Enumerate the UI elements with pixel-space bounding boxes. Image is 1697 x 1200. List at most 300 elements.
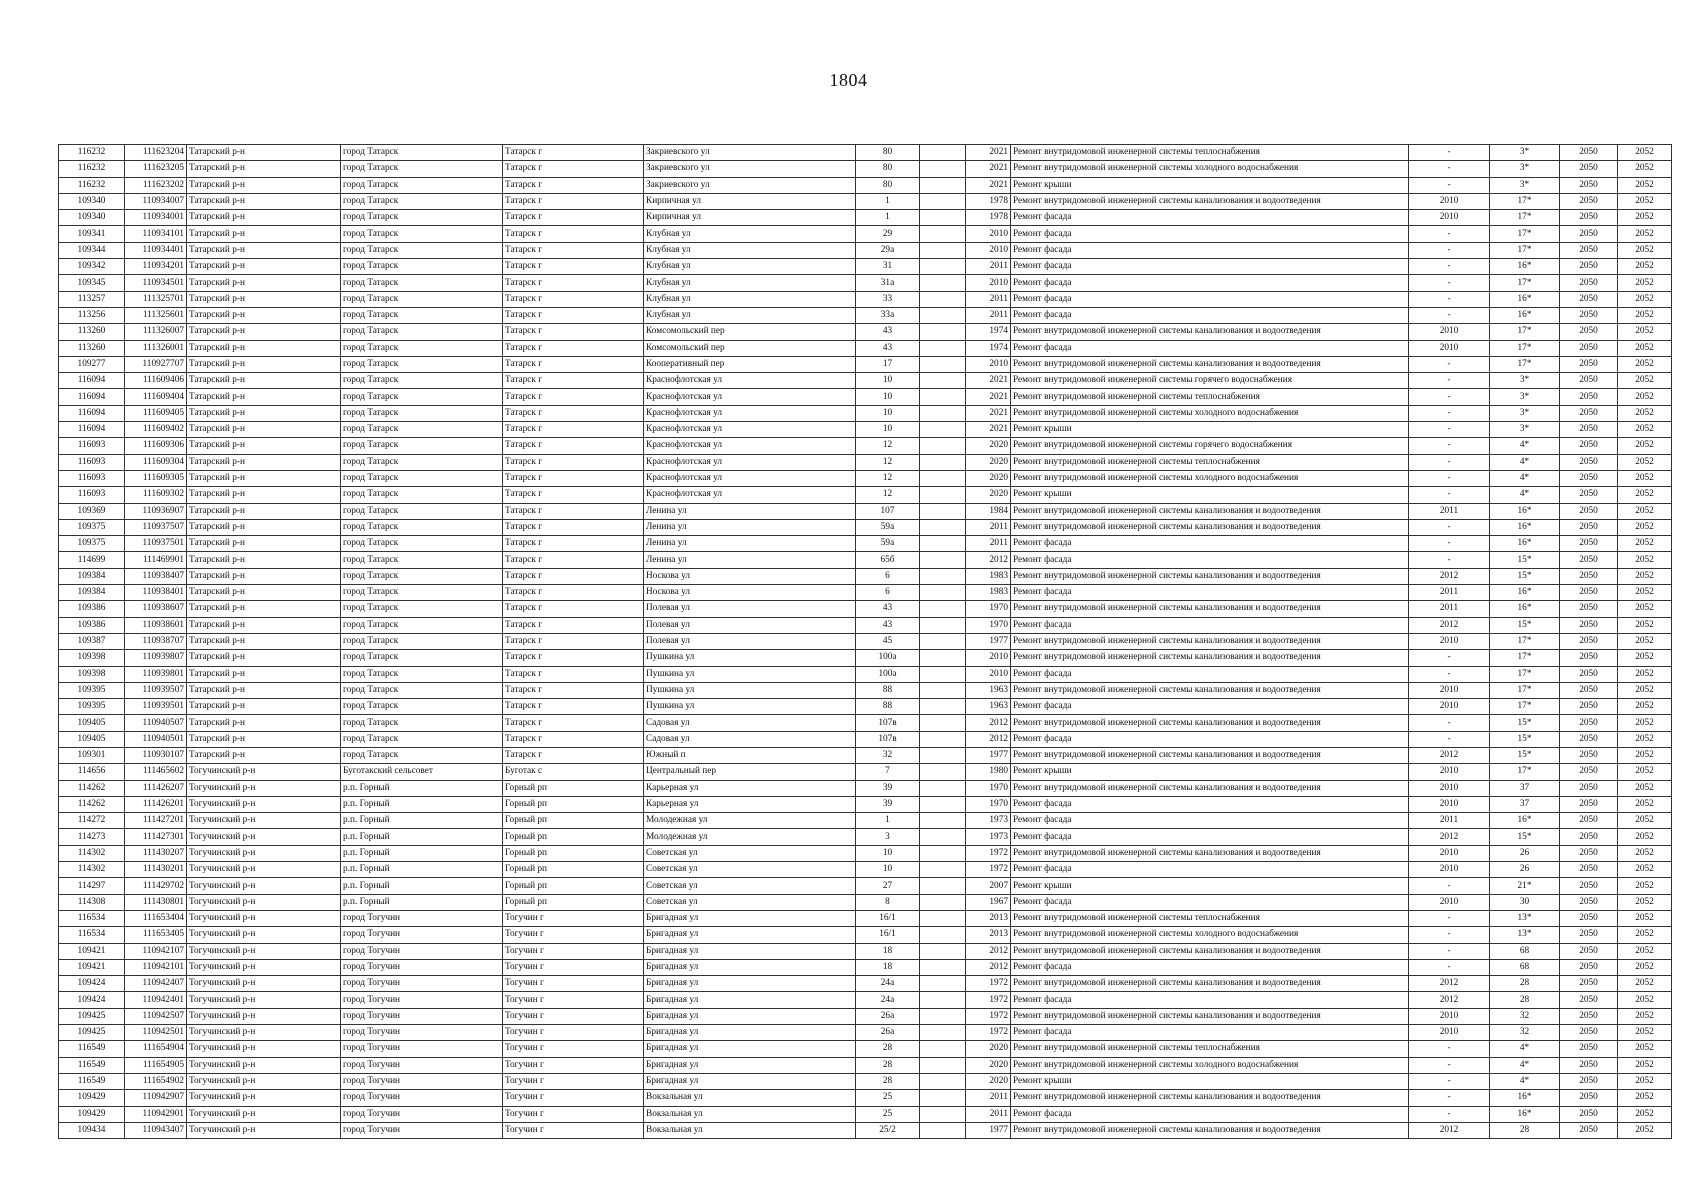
building-cell [920, 470, 966, 486]
table-row [59, 992, 1672, 1008]
work-code-cell: 111654902 [125, 1073, 187, 1089]
house-number-cell: 10 [856, 422, 920, 438]
house-id-cell: 114308 [59, 894, 125, 910]
plan-period-end-cell: 2052 [1618, 862, 1672, 878]
settlement-cell: Татарск г [503, 666, 644, 682]
last-repair-year-cell: 2012 [1409, 568, 1490, 584]
municipality-cell: город Тогучин [341, 1090, 503, 1106]
house-id-cell: 109384 [59, 568, 125, 584]
house-number-cell: 12 [856, 470, 920, 486]
build-year-cell: 2012 [966, 959, 1011, 975]
build-year-cell: 2021 [966, 389, 1011, 405]
district-cell: Тогучинский р-н [187, 862, 341, 878]
plan-period-start-cell: 2050 [1560, 747, 1618, 763]
plan-period-end-cell: 2052 [1618, 780, 1672, 796]
service-life-cell: 17* [1490, 682, 1560, 698]
build-year-cell: 1972 [966, 992, 1011, 1008]
building-cell [920, 617, 966, 633]
house-number-cell: 28 [856, 1057, 920, 1073]
municipality-cell: город Татарск [341, 242, 503, 258]
district-cell: Тогучинский р-н [187, 943, 341, 959]
service-life-cell: 26 [1490, 845, 1560, 861]
plan-period-end-cell: 2052 [1618, 340, 1672, 356]
settlement-cell: Татарск г [503, 568, 644, 584]
building-cell [920, 699, 966, 715]
district-cell: Татарский р-н [187, 242, 341, 258]
work-code-cell: 111430207 [125, 845, 187, 861]
street-cell: Пушкина ул [644, 666, 856, 682]
house-id-cell: 114262 [59, 780, 125, 796]
service-life-cell: 3* [1490, 389, 1560, 405]
house-id-cell: 109375 [59, 519, 125, 535]
house-id-cell: 109424 [59, 976, 125, 992]
municipality-cell: р.п. Горный [341, 862, 503, 878]
house-number-cell: 39 [856, 796, 920, 812]
table-row [59, 878, 1672, 894]
street-cell: Карьерная ул [644, 780, 856, 796]
build-year-cell: 1977 [966, 1122, 1011, 1138]
last-repair-year-cell: - [1409, 291, 1490, 307]
plan-period-start-cell: 2050 [1560, 470, 1618, 486]
work-type-cell: Ремонт фасада [1011, 552, 1409, 568]
build-year-cell: 1963 [966, 699, 1011, 715]
build-year-cell: 2010 [966, 666, 1011, 682]
table-row [59, 666, 1672, 682]
district-cell: Татарский р-н [187, 617, 341, 633]
municipality-cell: р.п. Горный [341, 878, 503, 894]
building-cell [920, 210, 966, 226]
plan-period-start-cell: 2050 [1560, 226, 1618, 242]
last-repair-year-cell: - [1409, 666, 1490, 682]
service-life-cell: 4* [1490, 1073, 1560, 1089]
house-id-cell: 114262 [59, 796, 125, 812]
house-id-cell: 109429 [59, 1090, 125, 1106]
last-repair-year-cell: 2012 [1409, 992, 1490, 1008]
work-code-cell: 110942107 [125, 943, 187, 959]
table-row [59, 813, 1672, 829]
last-repair-year-cell: - [1409, 226, 1490, 242]
building-cell [920, 666, 966, 682]
last-repair-year-cell: - [1409, 536, 1490, 552]
work-code-cell: 110934201 [125, 259, 187, 275]
plan-period-end-cell: 2052 [1618, 878, 1672, 894]
settlement-cell: Татарск г [503, 715, 644, 731]
district-cell: Тогучинский р-н [187, 878, 341, 894]
house-number-cell: 10 [856, 405, 920, 421]
municipality-cell: город Татарск [341, 585, 503, 601]
street-cell: Полевая ул [644, 601, 856, 617]
plan-period-end-cell: 2052 [1618, 585, 1672, 601]
building-cell [920, 813, 966, 829]
service-life-cell: 16* [1490, 601, 1560, 617]
street-cell: Центральный пер [644, 764, 856, 780]
service-life-cell: 15* [1490, 617, 1560, 633]
work-type-cell: Ремонт фасада [1011, 226, 1409, 242]
district-cell: Татарский р-н [187, 373, 341, 389]
work-type-cell: Ремонт фасада [1011, 210, 1409, 226]
table-row [59, 324, 1672, 340]
plan-period-start-cell: 2050 [1560, 731, 1618, 747]
work-code-cell: 110938401 [125, 585, 187, 601]
plan-period-end-cell: 2052 [1618, 829, 1672, 845]
plan-period-end-cell: 2052 [1618, 568, 1672, 584]
district-cell: Татарский р-н [187, 193, 341, 209]
house-number-cell: 107 [856, 503, 920, 519]
plan-period-start-cell: 2050 [1560, 633, 1618, 649]
service-life-cell: 68 [1490, 959, 1560, 975]
municipality-cell: город Тогучин [341, 1106, 503, 1122]
municipality-cell: город Тогучин [341, 992, 503, 1008]
plan-period-end-cell: 2052 [1618, 161, 1672, 177]
district-cell: Татарский р-н [187, 356, 341, 372]
service-life-cell: 68 [1490, 943, 1560, 959]
last-repair-year-cell: 2012 [1409, 829, 1490, 845]
municipality-cell: город Татарск [341, 373, 503, 389]
municipality-cell: р.п. Горный [341, 813, 503, 829]
work-code-cell: 111623202 [125, 177, 187, 193]
plan-period-end-cell: 2052 [1618, 633, 1672, 649]
street-cell: Ленина ул [644, 552, 856, 568]
district-cell: Татарский р-н [187, 145, 341, 161]
table-row [59, 617, 1672, 633]
plan-period-end-cell: 2052 [1618, 536, 1672, 552]
district-cell: Татарский р-н [187, 405, 341, 421]
plan-period-start-cell: 2050 [1560, 650, 1618, 666]
house-number-cell: 43 [856, 340, 920, 356]
building-cell [920, 1122, 966, 1138]
build-year-cell: 2011 [966, 291, 1011, 307]
service-life-cell: 17* [1490, 340, 1560, 356]
house-id-cell: 114302 [59, 845, 125, 861]
last-repair-year-cell: 2010 [1409, 1008, 1490, 1024]
plan-period-start-cell: 2050 [1560, 454, 1618, 470]
building-cell [920, 1090, 966, 1106]
work-code-cell: 110942101 [125, 959, 187, 975]
build-year-cell: 1972 [966, 862, 1011, 878]
house-number-cell: 88 [856, 682, 920, 698]
house-id-cell: 109425 [59, 1008, 125, 1024]
plan-period-start-cell: 2050 [1560, 1041, 1618, 1057]
work-code-cell: 110930107 [125, 747, 187, 763]
district-cell: Тогучинский р-н [187, 976, 341, 992]
table-row [59, 259, 1672, 275]
service-life-cell: 15* [1490, 568, 1560, 584]
plan-period-start-cell: 2050 [1560, 291, 1618, 307]
work-type-cell: Ремонт фасада [1011, 959, 1409, 975]
house-id-cell: 113257 [59, 291, 125, 307]
table-row [59, 747, 1672, 763]
settlement-cell: Татарск г [503, 682, 644, 698]
service-life-cell: 16* [1490, 585, 1560, 601]
work-type-cell: Ремонт внутридомовой инженерной системы канализования и водоотведения [1011, 780, 1409, 796]
last-repair-year-cell: 2010 [1409, 796, 1490, 812]
last-repair-year-cell: - [1409, 910, 1490, 926]
house-number-cell: 33а [856, 307, 920, 323]
plan-period-start-cell: 2050 [1560, 552, 1618, 568]
building-cell [920, 829, 966, 845]
work-type-cell: Ремонт внутридомовой инженерной системы теплоснабжения [1011, 454, 1409, 470]
last-repair-year-cell: - [1409, 519, 1490, 535]
plan-period-end-cell: 2052 [1618, 487, 1672, 503]
street-cell: Краснофлотская ул [644, 470, 856, 486]
settlement-cell: Тогучин г [503, 992, 644, 1008]
plan-period-end-cell: 2052 [1618, 682, 1672, 698]
plan-period-end-cell: 2052 [1618, 764, 1672, 780]
municipality-cell: город Татарск [341, 699, 503, 715]
house-id-cell: 109398 [59, 666, 125, 682]
table-row [59, 242, 1672, 258]
service-life-cell: 17* [1490, 650, 1560, 666]
house-id-cell: 109386 [59, 601, 125, 617]
district-cell: Татарский р-н [187, 161, 341, 177]
work-code-cell: 110942401 [125, 992, 187, 1008]
plan-period-start-cell: 2050 [1560, 666, 1618, 682]
municipality-cell: город Тогучин [341, 943, 503, 959]
house-number-cell: 6 [856, 585, 920, 601]
plan-period-end-cell: 2052 [1618, 210, 1672, 226]
work-type-cell: Ремонт крыши [1011, 764, 1409, 780]
settlement-cell: Татарск г [503, 340, 644, 356]
building-cell [920, 1008, 966, 1024]
settlement-cell: Горный рп [503, 796, 644, 812]
district-cell: Татарский р-н [187, 519, 341, 535]
street-cell: Краснофлотская ул [644, 422, 856, 438]
work-type-cell: Ремонт фасада [1011, 536, 1409, 552]
street-cell: Южный п [644, 747, 856, 763]
plan-period-end-cell: 2052 [1618, 373, 1672, 389]
last-repair-year-cell: 2010 [1409, 764, 1490, 780]
street-cell: Кирпичная ул [644, 193, 856, 209]
municipality-cell: город Татарск [341, 226, 503, 242]
house-number-cell: 24а [856, 976, 920, 992]
plan-period-start-cell: 2050 [1560, 1073, 1618, 1089]
build-year-cell: 1978 [966, 193, 1011, 209]
building-cell [920, 927, 966, 943]
building-cell [920, 650, 966, 666]
street-cell: Ленина ул [644, 536, 856, 552]
table-row [59, 405, 1672, 421]
settlement-cell: Горный рп [503, 813, 644, 829]
build-year-cell: 2011 [966, 536, 1011, 552]
street-cell: Садовая ул [644, 731, 856, 747]
last-repair-year-cell: - [1409, 242, 1490, 258]
house-number-cell: 25/2 [856, 1122, 920, 1138]
building-cell [920, 894, 966, 910]
settlement-cell: Татарск г [503, 650, 644, 666]
work-code-cell: 110940501 [125, 731, 187, 747]
house-number-cell: 31 [856, 259, 920, 275]
settlement-cell: Татарск г [503, 405, 644, 421]
municipality-cell: город Татарск [341, 307, 503, 323]
plan-period-start-cell: 2050 [1560, 356, 1618, 372]
building-cell [920, 275, 966, 291]
house-number-cell: 24а [856, 992, 920, 1008]
work-type-cell: Ремонт внутридомовой инженерной системы канализования и водоотведения [1011, 193, 1409, 209]
municipality-cell: город Татарск [341, 715, 503, 731]
build-year-cell: 2010 [966, 650, 1011, 666]
build-year-cell: 1973 [966, 813, 1011, 829]
house-number-cell: 3 [856, 829, 920, 845]
work-code-cell: 110940507 [125, 715, 187, 731]
service-life-cell: 17* [1490, 666, 1560, 682]
house-number-cell: 43 [856, 324, 920, 340]
table-row [59, 1106, 1672, 1122]
house-number-cell: 100а [856, 650, 920, 666]
plan-period-end-cell: 2052 [1618, 307, 1672, 323]
table-row [59, 454, 1672, 470]
service-life-cell: 4* [1490, 1041, 1560, 1057]
work-type-cell: Ремонт внутридомовой инженерной системы теплоснабжения [1011, 1041, 1409, 1057]
table-row [59, 633, 1672, 649]
building-cell [920, 487, 966, 503]
plan-period-end-cell: 2052 [1618, 992, 1672, 1008]
table-row [59, 780, 1672, 796]
settlement-cell: Тогучин г [503, 1090, 644, 1106]
work-code-cell: 111653405 [125, 927, 187, 943]
service-life-cell: 3* [1490, 405, 1560, 421]
last-repair-year-cell: - [1409, 1041, 1490, 1057]
district-cell: Тогучинский р-н [187, 1090, 341, 1106]
street-cell: Молодежная ул [644, 813, 856, 829]
house-id-cell: 109405 [59, 715, 125, 731]
last-repair-year-cell: - [1409, 373, 1490, 389]
plan-period-end-cell: 2052 [1618, 193, 1672, 209]
work-code-cell: 111469901 [125, 552, 187, 568]
street-cell: Краснофлотская ул [644, 405, 856, 421]
house-id-cell: 109386 [59, 617, 125, 633]
municipality-cell: Буготакский сельсовет [341, 764, 503, 780]
building-cell [920, 226, 966, 242]
settlement-cell: Татарск г [503, 422, 644, 438]
building-cell [920, 764, 966, 780]
work-code-cell: 110934101 [125, 226, 187, 242]
building-cell [920, 731, 966, 747]
last-repair-year-cell: - [1409, 731, 1490, 747]
building-cell [920, 373, 966, 389]
plan-period-end-cell: 2052 [1618, 1025, 1672, 1041]
service-life-cell: 28 [1490, 992, 1560, 1008]
street-cell: Ленина ул [644, 519, 856, 535]
plan-period-end-cell: 2052 [1618, 422, 1672, 438]
plan-period-end-cell: 2052 [1618, 796, 1672, 812]
plan-period-start-cell: 2050 [1560, 910, 1618, 926]
settlement-cell: Тогучин г [503, 1122, 644, 1138]
settlement-cell: Буготак с [503, 764, 644, 780]
house-id-cell: 114297 [59, 878, 125, 894]
settlement-cell: Татарск г [503, 389, 644, 405]
settlement-cell: Татарск г [503, 503, 644, 519]
build-year-cell: 1972 [966, 845, 1011, 861]
table-row [59, 291, 1672, 307]
building-cell [920, 259, 966, 275]
work-code-cell: 110938607 [125, 601, 187, 617]
settlement-cell: Татарск г [503, 487, 644, 503]
build-year-cell: 2021 [966, 177, 1011, 193]
last-repair-year-cell: - [1409, 145, 1490, 161]
table-row [59, 568, 1672, 584]
build-year-cell: 1977 [966, 747, 1011, 763]
last-repair-year-cell: - [1409, 405, 1490, 421]
building-cell [920, 910, 966, 926]
service-life-cell: 32 [1490, 1025, 1560, 1041]
house-number-cell: 65б [856, 552, 920, 568]
service-life-cell: 4* [1490, 438, 1560, 454]
service-life-cell: 17* [1490, 210, 1560, 226]
plan-period-end-cell: 2052 [1618, 943, 1672, 959]
house-id-cell: 109424 [59, 992, 125, 1008]
district-cell: Тогучинский р-н [187, 1073, 341, 1089]
plan-period-start-cell: 2050 [1560, 927, 1618, 943]
work-code-cell: 111654905 [125, 1057, 187, 1073]
street-cell: Вокзальная ул [644, 1090, 856, 1106]
settlement-cell: Татарск г [503, 633, 644, 649]
build-year-cell: 1973 [966, 829, 1011, 845]
settlement-cell: Татарск г [503, 161, 644, 177]
building-cell [920, 161, 966, 177]
work-type-cell: Ремонт внутридомовой инженерной системы канализования и водоотведения [1011, 845, 1409, 861]
work-code-cell: 110939507 [125, 682, 187, 698]
build-year-cell: 1974 [966, 340, 1011, 356]
district-cell: Татарский р-н [187, 291, 341, 307]
work-code-cell: 110937501 [125, 536, 187, 552]
last-repair-year-cell: - [1409, 943, 1490, 959]
municipality-cell: город Татарск [341, 601, 503, 617]
last-repair-year-cell: - [1409, 715, 1490, 731]
work-type-cell: Ремонт фасада [1011, 829, 1409, 845]
settlement-cell: Татарск г [503, 585, 644, 601]
house-number-cell: 25 [856, 1090, 920, 1106]
house-number-cell: 26а [856, 1025, 920, 1041]
work-code-cell: 111429702 [125, 878, 187, 894]
build-year-cell: 1967 [966, 894, 1011, 910]
table-row [59, 519, 1672, 535]
service-life-cell: 30 [1490, 894, 1560, 910]
plan-period-end-cell: 2052 [1618, 617, 1672, 633]
work-type-cell: Ремонт внутридомовой инженерной системы канализования и водоотведения [1011, 568, 1409, 584]
district-cell: Татарский р-н [187, 422, 341, 438]
table-row [59, 487, 1672, 503]
work-code-cell: 110939801 [125, 666, 187, 682]
work-type-cell: Ремонт крыши [1011, 1073, 1409, 1089]
street-cell: Ленина ул [644, 503, 856, 519]
last-repair-year-cell: 2010 [1409, 845, 1490, 861]
plan-period-end-cell: 2052 [1618, 259, 1672, 275]
plan-period-end-cell: 2052 [1618, 356, 1672, 372]
municipality-cell: город Татарск [341, 389, 503, 405]
district-cell: Татарский р-н [187, 601, 341, 617]
service-life-cell: 17* [1490, 226, 1560, 242]
work-type-cell: Ремонт фасада [1011, 307, 1409, 323]
last-repair-year-cell: - [1409, 1106, 1490, 1122]
house-number-cell: 1 [856, 193, 920, 209]
table-row [59, 438, 1672, 454]
settlement-cell: Татарск г [503, 356, 644, 372]
service-life-cell: 37 [1490, 780, 1560, 796]
settlement-cell: Тогучин г [503, 943, 644, 959]
plan-period-start-cell: 2050 [1560, 422, 1618, 438]
house-id-cell: 109345 [59, 275, 125, 291]
work-type-cell: Ремонт фасада [1011, 699, 1409, 715]
house-number-cell: 32 [856, 747, 920, 763]
municipality-cell: р.п. Горный [341, 894, 503, 910]
work-type-cell: Ремонт внутридомовой инженерной системы канализования и водоотведения [1011, 1090, 1409, 1106]
plan-period-start-cell: 2050 [1560, 145, 1618, 161]
municipality-cell: город Тогучин [341, 976, 503, 992]
last-repair-year-cell: 2012 [1409, 1122, 1490, 1138]
house-id-cell: 116534 [59, 927, 125, 943]
plan-period-start-cell: 2050 [1560, 894, 1618, 910]
work-type-cell: Ремонт фасада [1011, 259, 1409, 275]
